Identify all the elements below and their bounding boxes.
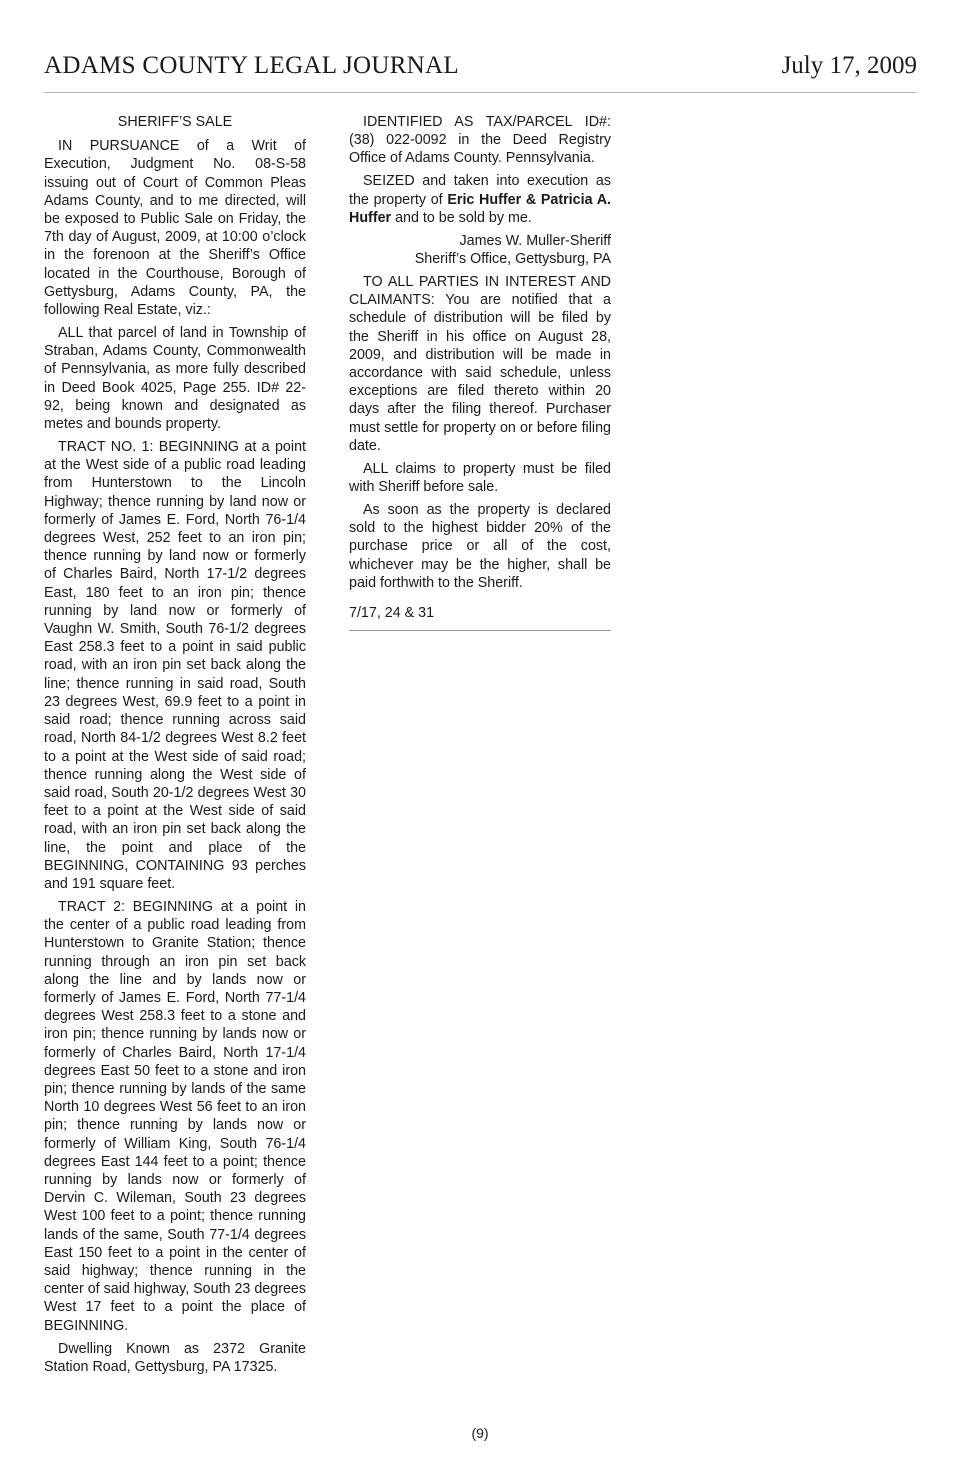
page-header bbox=[44, 52, 917, 93]
tract-2-paragraph: TRACT 2: BEGINNING at a point in the center of a public road leading from Hunterstown to Granite Station; thence running through an iron pin set back along the line and by lands now or formerly of James E. Ford, North 77-1/4 degrees West 258.3 feet to a stone and iron pin; thence running by lands now or formerly of Charles Baird, North 17-1/4 degrees East 50 feet to a stone and iron pin; thence running by lands of the same North 10 degrees West 56 feet to an iron pin; thence running by lands now or formerly of William King, South 76-1/4 degrees East 144 feet to a point; thence running by lands now or formerly of Dervin C. Wileman, South 23 degrees West 100 feet to a point; thence running lands of the same, South 77-1/4 degrees East 150 feet to a point in the center of said highway; thence running in the center of said highway, South 23 degrees West 17 feet to a point the place of BEGINNING. bbox=[44, 898, 307, 1334]
owner-names: Eric Huffer & Patricia A. Huffer bbox=[349, 191, 611, 226]
sheriff-office: Sheriff’s Office, Gettysburg, PA bbox=[414, 251, 611, 268]
seized-paragraph bbox=[349, 172, 611, 227]
journal-title: ADAMS COUNTY LEGAL JOURNAL bbox=[44, 52, 459, 79]
identified-paragraph: IDENTIFIED AS TAX/PARCEL ID#: (38) 022-0092 in the Deed Registry Office of Adams County. Pennsylvania. bbox=[349, 114, 611, 167]
notice-title: SHERIFF’S SALE bbox=[117, 114, 233, 130]
dwelling-paragraph: Dwelling Known as 2372 Granite Station Road, Gettysburg, PA 17325. bbox=[44, 1340, 306, 1375]
claims-paragraph: ALL claims to property must be filed with Sheriff before sale. bbox=[349, 460, 611, 496]
tract-1-paragraph: TRACT NO. 1: BEGINNING at a point at the West side of a public road leading from Hunterstown to the Lincoln Highway; thence running by land now or formerly of James E. Ford, North 76-1/4 degrees West, 252 feet to an iron pin; thence running by land now or formerly of Charles Baird, North 17-1/2 degrees East, 180 feet to an iron pin; thence running by land now or formerly of Vaughn W. Smith, South 76-1/2 degrees East 258.3 feet to a point in said public road, with an iron pin set back along the line; thence running in said road, South 23 degrees West, 69.9 feet to a point in said road; thence running across said road, North 84-1/2 degrees West 8.2 feet to a point at the West side of said road; thence running along the West side of said road, South 20-1/2 degrees West 30 feet to a point at the West side of said road, with an iron pin set back along the line, the point and place of the BEGINNING, CONTAINING 93 perches and 191 square feet. bbox=[44, 439, 306, 892]
seized-suffix: and to be sold by me. bbox=[391, 209, 532, 226]
page-number: (9) bbox=[471, 1425, 489, 1441]
end-rule bbox=[349, 630, 611, 631]
parties-paragraph: TO ALL PARTIES IN INTEREST AND CLAIMANTS: You are notified that a schedule of distribution will be filed by the Sheriff in his office on August 28, 2009, and distribution will be made in accordance with said schedule, unless exceptions are filed thereto within 20 days after the filing thereof. Purchaser must settle for property on or before filing date. bbox=[349, 274, 611, 454]
seized-prefix: SEIZED and taken into execution as the property of bbox=[349, 173, 611, 208]
issue-date: July 17, 2009 bbox=[781, 52, 917, 79]
sheriff-name: James W. Muller-Sheriff bbox=[459, 232, 611, 249]
notice-column-right bbox=[349, 113, 611, 631]
parcel-paragraph: ALL that parcel of land in Township of Straban, Adams County, Commonwealth of Pennsylvania, as more fully described in Deed Book 4025, Page 255. ID# 22-92, being known and designated as metes and bounds property. bbox=[44, 325, 306, 433]
publication-dates: 7/17, 24 & 31 bbox=[349, 605, 435, 622]
sale-terms-paragraph: As soon as the property is declared sold to the highest bidder 20% of the purchase price or all of the cost, whichever may be the higher, shall be paid forthwith to the Sheriff. bbox=[349, 502, 611, 591]
notice-column-left bbox=[44, 113, 306, 1381]
pursuance-paragraph: IN PURSUANCE of a Writ of Execution, Judgment No. 08-S-58 issuing out of Court of Common Pleas Adams County, and to me directed, will be exposed to Public Sale on Friday, the 7th day of August, 2009, at 10:00 o’clock in the forenoon at the Sheriff’s Office located in the Courthouse, Borough of Gettysburg, Adams County, PA, the following Real Estate, viz.: bbox=[44, 138, 306, 319]
